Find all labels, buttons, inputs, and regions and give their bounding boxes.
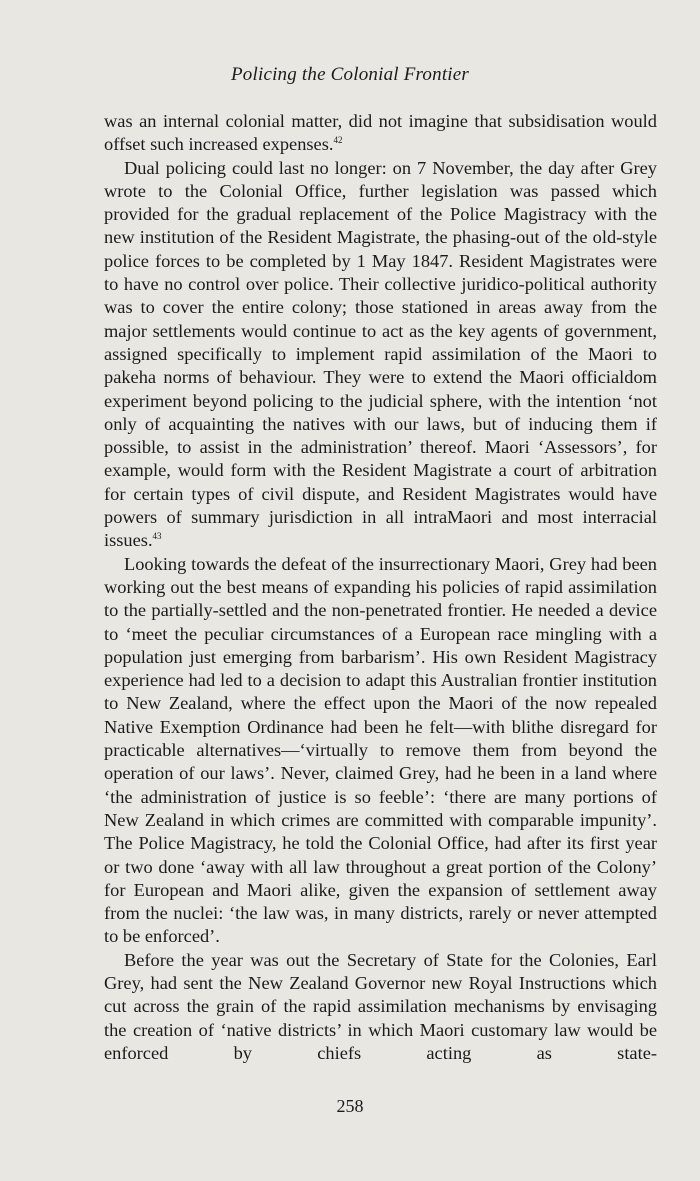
footnote-ref: 42 bbox=[333, 135, 343, 146]
body-text bbox=[104, 110, 657, 1065]
paragraph-text: Dual policing could last no longer: on 7 November, the day after Grey wrote to the Colonial Office, further legislation was passed which provided for the gradual replacement of the Police Magistracy with the new institution of the Resident Magistrate, the phasing-out of the old-style police forces to be completed by 1 May 1847. Resident Magistrates were to have no control over police. Their collective juridico-political authority was to cover the entire colony; those stationed in areas away from the major settlements would continue to act as the key agents of government, assigned specifically to implement rapid assimilation of the Maori to pakeha norms of behaviour. They were to extend the Maori officialdom experiment beyond policing to the judicial sphere, with the intention ‘not only of acquainting the natives with our laws, but of inducing them if possible, to assist in the administration’ thereof. Maori ‘Assessors’, for example, would form with the Resident Magistrate a court of arbitration for certain types of civil dispute, and Resident Magistrates would have powers of summary jurisdiction in all intraMaori and most interracial issues. bbox=[104, 157, 657, 551]
footnote-ref: 43 bbox=[152, 531, 162, 542]
paragraph-text: Before the year was out the Secretary of State for the Colonies, Earl Grey, had sent the New Zealand Governor new Royal Instructions which cut across the grain of the rapid assimilation mechanisms by envisaging the creation of ‘native districts’ in which Maori customary law would be enforced by chiefs acting as state- bbox=[104, 949, 657, 1063]
paragraph bbox=[104, 157, 657, 553]
paragraph bbox=[104, 553, 657, 949]
page-number: 258 bbox=[336, 1096, 364, 1116]
paragraph-text: was an internal colonial matter, did not imagine that subsidisation would offset such increased expenses. bbox=[104, 111, 657, 155]
paragraph-text: Looking towards the defeat of the insurrectionary Maori, Grey had been working out the best means of expanding his policies of rapid assimilation to the partially-settled and the non-penetrated frontier. He needed a device to ‘meet the peculiar circumstances of a European race mingling with a population just emerging from barbarism’. His own Resident Magistracy experience had led to a decision to adapt this Australian frontier institution to New Zealand, where the effect upon the Maori of the now repealed Native Exemption Ordinance had been he felt—with blithe disregard for practicable alternatives—‘virtually to remove them from beyond the operation of our laws’. Never, claimed Grey, had he been in a land where ‘the administration of justice is so feeble’: ‘there are many portions of New Zealand in which crimes are committed with comparable impunity’. The Police Magistracy, he told the Colonial Office, had after its first year or two done ‘away with all law throughout a great portion of the Colony’ for European and Maori alike, given the expansion of settlement away from the nuclei: ‘the law was, in many districts, rarely or never attempted to be enforced’. bbox=[104, 553, 657, 947]
paragraph bbox=[104, 949, 657, 1065]
paragraph-continued bbox=[104, 110, 657, 157]
running-head: Policing the Colonial Frontier bbox=[230, 64, 470, 85]
